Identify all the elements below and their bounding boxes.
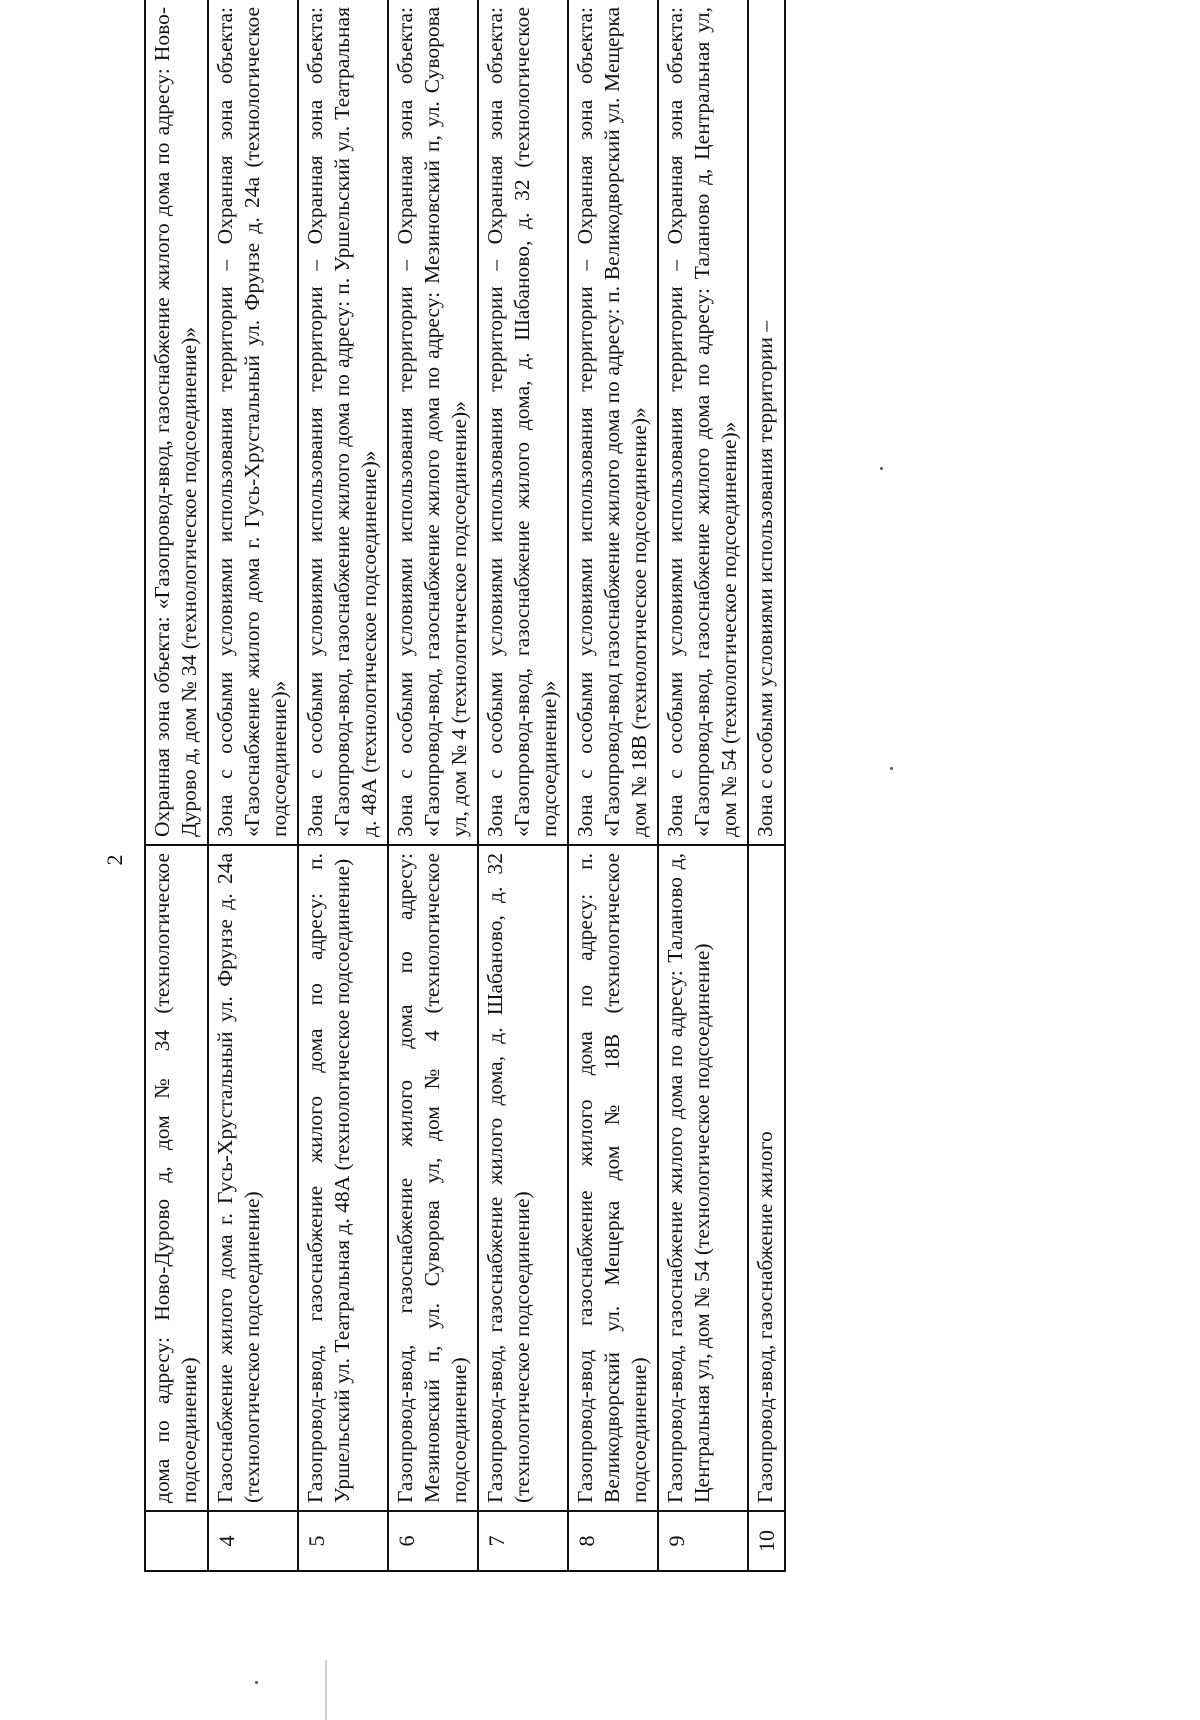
table-row [208, 0, 298, 1571]
zone-description: Зона с особыми условиями использования территории – Охранная зона объекта: «Газопровод-ввод газоснабжение жилого дома по адресу: п. Великодворский ул. Мещерка дом № 18В (технологическое подсоединение)» [568, 0, 658, 845]
table-row [748, 0, 785, 1571]
table-row [568, 0, 658, 1571]
object-description: Газопровод-ввод, газоснабжение жилого дома по адресу: п. Уршельский ул. Театральная д. 48А (технологическое подсоединение) [298, 845, 388, 1511]
page-number: 2 [102, 854, 127, 866]
scan-speck [890, 767, 893, 770]
row-number [145, 1511, 208, 1571]
table-row [658, 0, 748, 1571]
scan-speck [255, 1681, 258, 1684]
zone-description: Зона с особыми условиями использования территории – [748, 0, 785, 845]
table-row [298, 0, 388, 1571]
row-number: 4 [208, 1511, 298, 1571]
scan-mark [325, 1660, 327, 1720]
zone-description: Зона с особыми условиями использования территории – Охранная зона объекта: «Газопровод-ввод, газоснабжение жилого дома по адресу: п. Уршельский ул. Театральная д. 48А (технологическое подсоединение)» [298, 0, 388, 845]
zones-table [144, 0, 786, 1572]
zone-description: Зона с особыми условиями использования территории – Охранная зона объекта: «Газоснабжение жилого дома г. Гусь-Хрустальный ул. Фрунзе д. 24а (технологическое подсоединение)» [208, 0, 298, 845]
object-description: Газопровод-ввод, газоснабжение жилого [748, 845, 785, 1511]
zone-description: Зона с особыми условиями использования территории – Охранная зона объекта: «Газопровод-ввод, газоснабжение жилого дома по адресу: Мезиновский п, ул. Суворова ул, дом № 4 (технологическое подсоединение)» [388, 0, 478, 845]
object-description: Газоснабжение жилого дома г. Гусь-Хрустальный ул. Фрунзе д. 24а (технологическое подсоединение) [208, 845, 298, 1511]
object-description: Газопровод-ввод газоснабжение жилого дома по адресу: п. Великодворский ул. Мещерка дом № 18В (технологическое подсоединение) [568, 845, 658, 1511]
table-row [478, 0, 568, 1571]
zone-description: Зона с особыми условиями использования территории – Охранная зона объекта: «Газопровод-ввод, газоснабжение жилого дома, д. Шабаново, д. 32 (технологическое подсоединение)» [478, 0, 568, 845]
object-description: Газопровод-ввод, газоснабжение жилого дома, д. Шабаново, д. 32 (технологическое подсоединение) [478, 845, 568, 1511]
scan-speck [880, 467, 883, 470]
row-number: 10 [748, 1511, 785, 1571]
table-row [388, 0, 478, 1571]
zone-description: Зона с особыми условиями использования территории – Охранная зона объекта: «Газопровод-ввод, газоснабжение жилого дома по адресу: Таланово д, Центральная ул, дом № 54 (технологическое подсоединение)» [658, 0, 748, 845]
row-number: 9 [658, 1511, 748, 1571]
object-description: дома по адресу: Ново-Дурово д, дом № 34 (технологическое подсоединение) [145, 845, 208, 1511]
object-description: Газопровод-ввод, газоснабжение жилого дома по адресу: Таланово д, Центральная ул, дом № 54 (технологическое подсоединение) [658, 845, 748, 1511]
row-number: 5 [298, 1511, 388, 1571]
row-number: 6 [388, 1511, 478, 1571]
row-number: 8 [568, 1511, 658, 1571]
object-description: Газопровод-ввод, газоснабжение жилого дома по адресу: Мезиновский п, ул. Суворова ул, дом № 4 (технологическое подсоединение) [388, 845, 478, 1511]
table-row [145, 0, 208, 1571]
zone-description: Охранная зона объекта: «Газопровод-ввод, газоснабжение жилого дома по адресу: Ново-Дурово д, дом № 34 (технологическое подсоединение)» [145, 0, 208, 845]
row-number: 7 [478, 1511, 568, 1571]
